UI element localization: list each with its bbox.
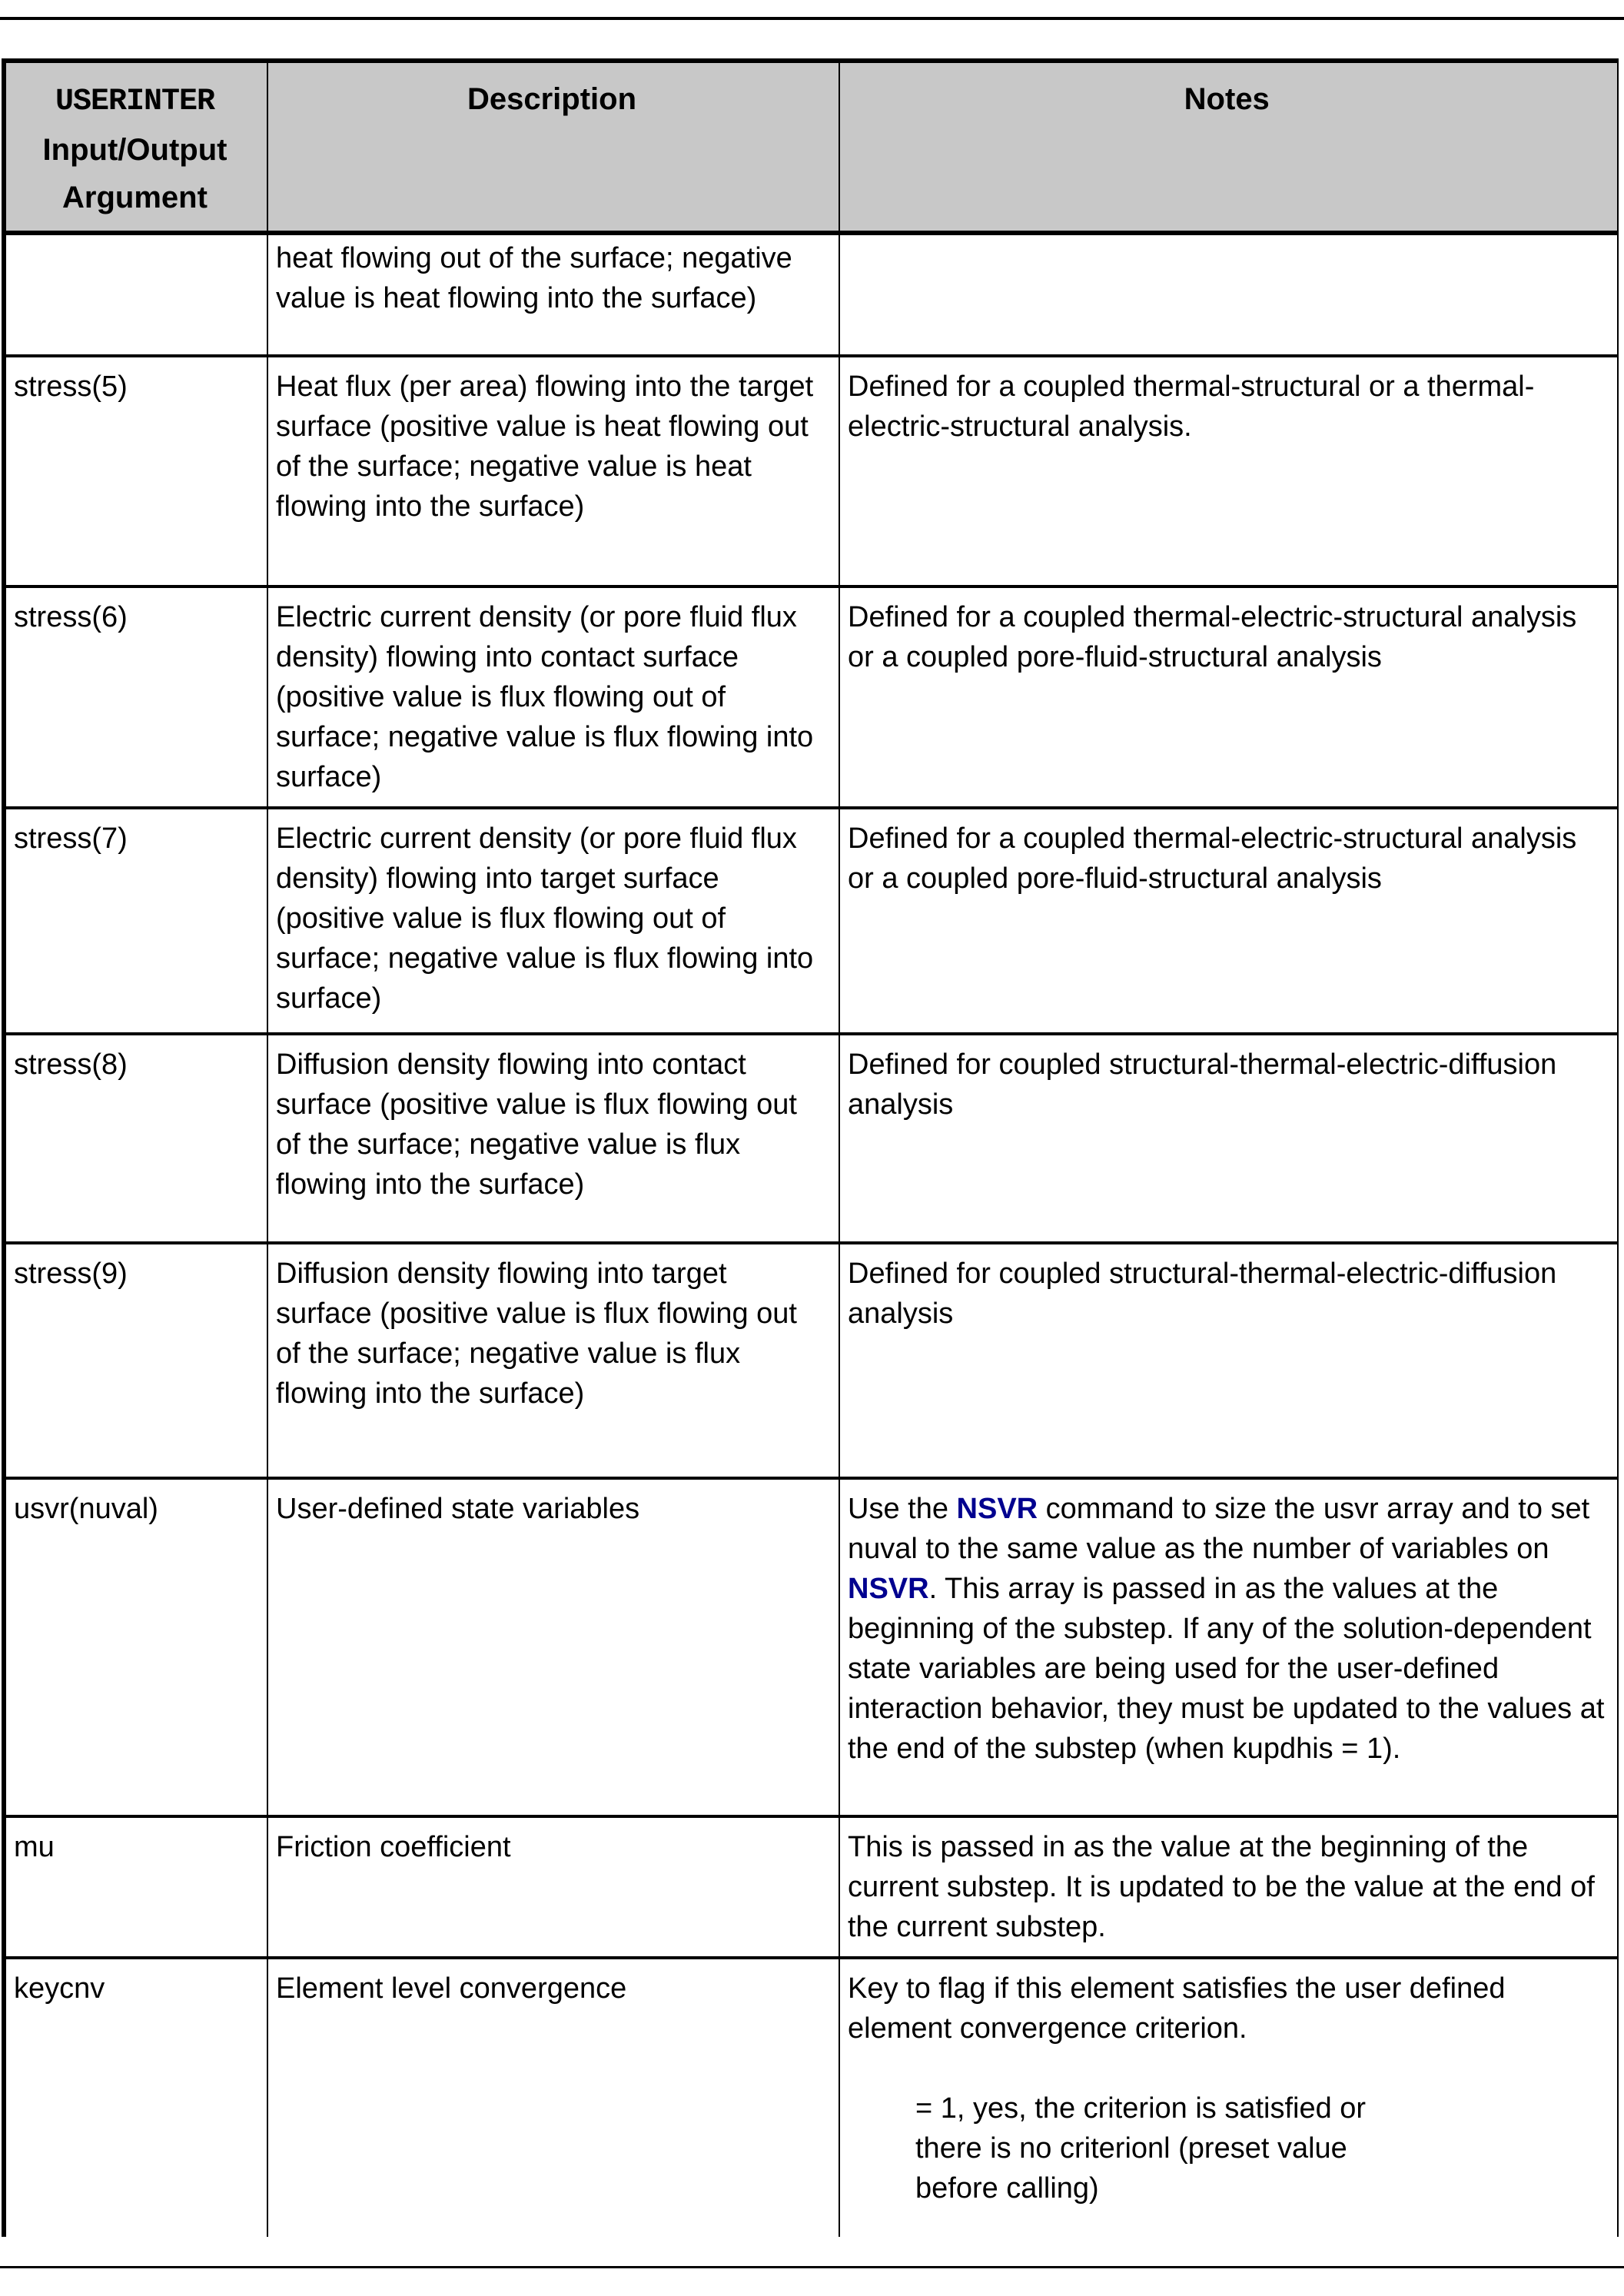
notes-cell: Defined for a coupled thermal-electric-structural analysis or a coupled pore-fluid-structural analysis <box>839 808 1618 1034</box>
header-notes-column: Notes <box>839 61 1618 233</box>
description-cell: Electric current density (or pore fluid flux density) flowing into target surface (positive value is flux flowing out of surface; negative value is flux flowing into surface) <box>267 808 839 1034</box>
table-row <box>4 1478 1618 1816</box>
nsvr-command-link[interactable]: NSVR <box>956 1493 1038 1525</box>
table-row <box>4 1816 1618 1958</box>
notes-value-list <box>915 2088 1606 2208</box>
argument-table-container <box>2 58 1619 2237</box>
notes-value-line: there is no criterionl (preset value <box>915 2132 1347 2165</box>
argument-cell: stress(6) <box>4 586 267 808</box>
header-description-column: Description <box>267 61 839 233</box>
argument-cell: stress(9) <box>4 1243 267 1478</box>
table-row <box>4 1243 1618 1478</box>
argument-cell: stress(5) <box>4 356 267 586</box>
description-cell: Heat flux (per area) flowing into the target surface (positive value is heat flowing out of the surface; negative value is heat flowing into the surface) <box>267 356 839 586</box>
notes-cell: Defined for a coupled thermal-structural or a thermal-electric-structural analysis. <box>839 356 1618 586</box>
description-cell: Element level convergence <box>267 1958 839 2237</box>
argument-cell <box>4 233 267 356</box>
page-bottom-rule <box>0 2266 1624 2268</box>
table-row <box>4 808 1618 1034</box>
argument-cell: usvr(nuval) <box>4 1478 267 1816</box>
header-argument-column <box>4 61 267 233</box>
description-cell: heat flowing out of the surface; negative value is heat flowing into the surface) <box>267 233 839 356</box>
table-header-row <box>4 61 1618 233</box>
table-row <box>4 233 1618 356</box>
argument-cell: stress(7) <box>4 808 267 1034</box>
notes-cell: Defined for coupled structural-thermal-electric-diffusion analysis <box>839 1034 1618 1243</box>
notes-text: command to size the usvr array and to set nuval to the same value as the number of variables on <box>848 1493 1590 1565</box>
argument-cell: keycnv <box>4 1958 267 2237</box>
notes-value-line: before calling) <box>915 2172 1099 2205</box>
description-cell: Friction coefficient <box>267 1816 839 1958</box>
description-cell: Electric current density (or pore fluid flux density) flowing into contact surface (positive value is flux flowing out of surface; negative value is flux flowing into surface) <box>267 586 839 808</box>
notes-cell: This is passed in as the value at the beginning of the current substep. It is updated to be the value at the end of the current substep. <box>839 1816 1618 1958</box>
table-row <box>4 1034 1618 1243</box>
notes-value-line: = 1, yes, the criterion is satisfied or <box>915 2092 1367 2125</box>
table-row <box>4 586 1618 808</box>
notes-text: Use the <box>848 1493 957 1525</box>
argument-cell: mu <box>4 1816 267 1958</box>
description-cell: Diffusion density flowing into contact surface (positive value is flux flowing out of the surface; negative value is flux flowing into the surface) <box>267 1034 839 1243</box>
nsvr-command-link[interactable]: NSVR <box>848 1573 929 1605</box>
header-argument-line3: Argument <box>62 181 208 214</box>
description-cell: Diffusion density flowing into target surface (positive value is flux flowing out of the surface; negative value is flux flowing into the surface) <box>267 1243 839 1478</box>
notes-text: Key to flag if this element satisfies the user defined element convergence criterion. <box>848 1972 1506 2045</box>
notes-cell <box>839 1478 1618 1816</box>
notes-cell <box>839 233 1618 356</box>
notes-cell: Defined for coupled structural-thermal-electric-diffusion analysis <box>839 1243 1618 1478</box>
notes-cell: Defined for a coupled thermal-electric-structural analysis or a coupled pore-fluid-structural analysis <box>839 586 1618 808</box>
argument-cell: stress(8) <box>4 1034 267 1243</box>
header-command-name: USERINTER <box>55 85 215 119</box>
description-cell: User-defined state variables <box>267 1478 839 1816</box>
table-row <box>4 356 1618 586</box>
notes-cell <box>839 1958 1618 2237</box>
table-row <box>4 1958 1618 2237</box>
notes-text: . This array is passed in as the values at the beginning of the substep. If any of the solution-dependent state variables are being used for the user-defined interaction behavior, they must be updated to the values at the end of the substep (when kupdhis = 1). <box>848 1573 1605 1765</box>
page-top-rule <box>0 17 1624 20</box>
header-argument-line2: Input/Output <box>42 133 227 167</box>
userinter-argument-table <box>2 58 1619 2237</box>
